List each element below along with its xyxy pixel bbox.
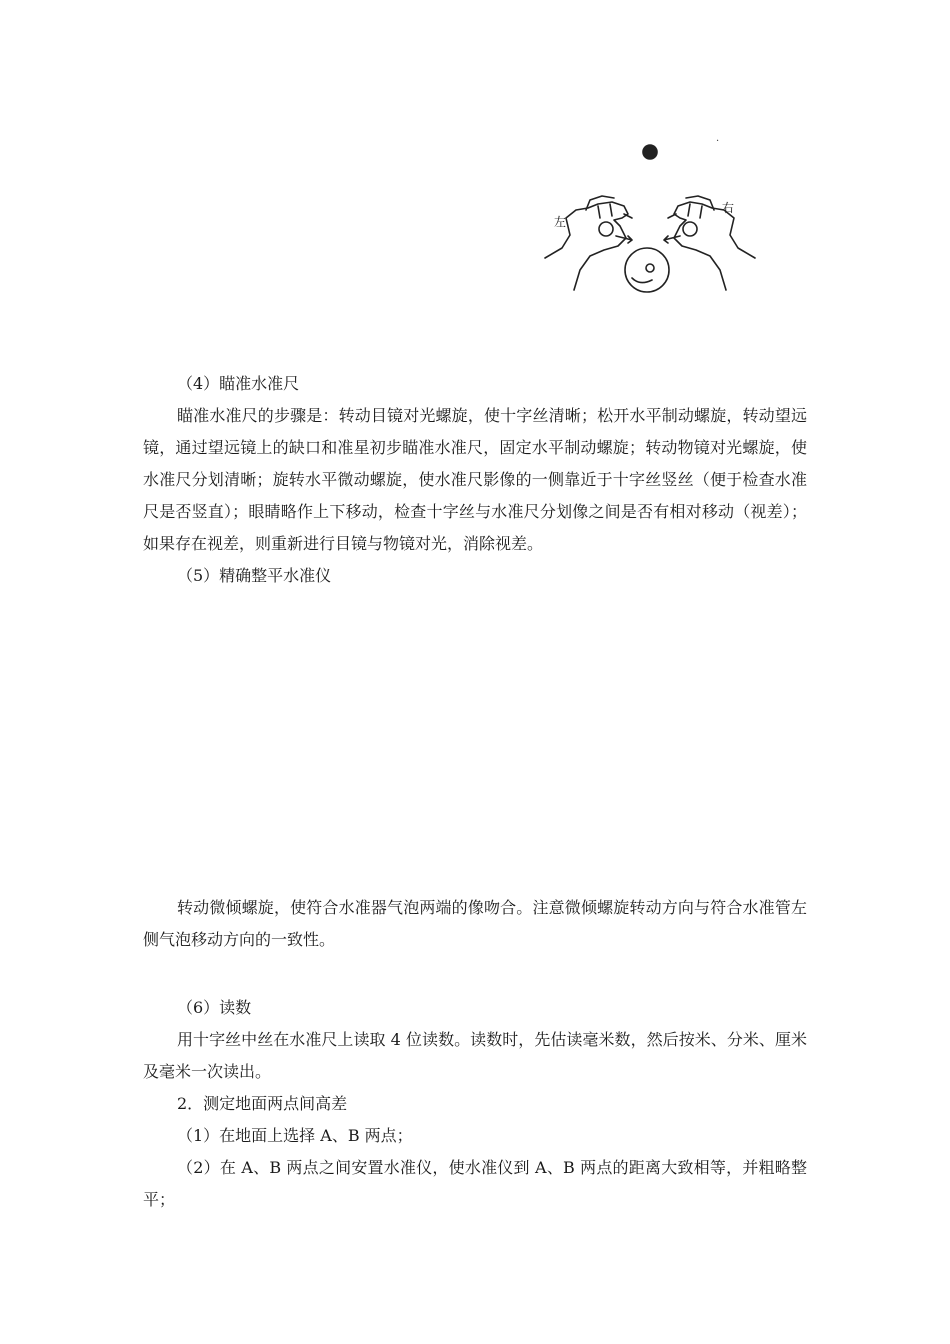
- right-screw-circle: [683, 222, 697, 236]
- left-screw-circle: [599, 222, 613, 236]
- right-hand-outline: [674, 202, 755, 290]
- bubble: [646, 264, 654, 272]
- section-6-and-part-2: [143, 992, 807, 1216]
- right-hand-fingers: [668, 196, 714, 218]
- leveling-hands-figure: [540, 130, 770, 300]
- section-5-heading: （5）精确整平水准仪: [177, 566, 332, 585]
- part-2-step-1: （1）在地面上选择 A、B 两点；: [177, 1126, 413, 1145]
- part-2-heading: 2．测定地面两点间高差: [177, 1094, 348, 1113]
- part-2-step-2: （2）在 A、B 两点之间安置水准仪，使水准仪到 A、B 两点的距离大致相等，并粗略整平；: [143, 1158, 807, 1209]
- leveling-hands-drawing: [540, 130, 770, 300]
- top-screw-circle: [643, 145, 657, 159]
- section-6-heading: （6）读数: [177, 998, 252, 1017]
- section-5-body: [143, 892, 807, 956]
- section-5-paragraph: 转动微倾螺旋，使符合水准器气泡两端的像吻合。注意微倾螺旋转动方向与符合水准管左侧气泡移动方向的一致性。: [143, 898, 807, 949]
- label-left: 左: [554, 215, 567, 229]
- section-4-heading: （4）瞄准水准尺: [177, 374, 300, 393]
- section-4-paragraph: 瞄准水准尺的步骤是：转动目镜对光螺旋，使十字丝清晰；松开水平制动螺旋，转动望远镜，通过望远镜上的缺口和准星初步瞄准水准尺，固定水平制动螺旋；转动物镜对光螺旋，使水准尺分划清晰；旋转水平微动螺旋，使水准尺影像的一侧靠近于十字丝竖丝（便于检查水准尺是否竖直）；眼睛略作上下移动，检查十字丝与水准尺分划像之间是否有相对移动（视差）；如果存在视差，则重新进行目镜与物镜对光，消除视差。: [143, 406, 807, 553]
- label-right: 右: [722, 201, 735, 215]
- marker-dot: ·: [716, 136, 720, 147]
- section-6-paragraph: 用十字丝中丝在水准尺上读取 4 位读数。读数时，先估读毫米数，然后按米、分米、厘米及毫米一次读出。: [143, 1030, 807, 1081]
- bubble-arrow: [632, 278, 652, 283]
- section-4: [143, 368, 807, 592]
